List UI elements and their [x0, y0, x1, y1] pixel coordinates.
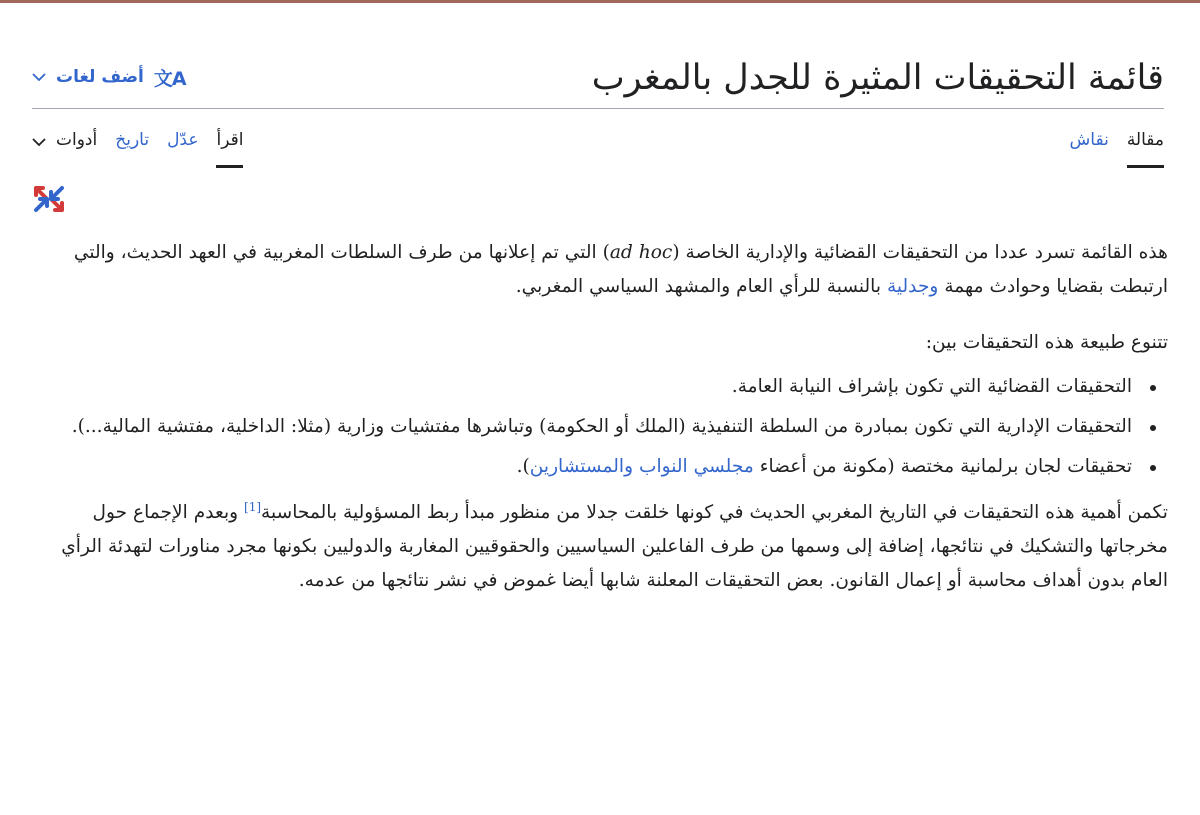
tools-label: أدوات [56, 130, 98, 150]
title-bar [32, 52, 1164, 109]
translate-icon: 文A [153, 67, 186, 90]
types-paragraph: تتنوع طبيعة هذه التحقيقات بين: [925, 332, 1168, 353]
tab-talk[interactable]: نقاش [1069, 130, 1109, 150]
tab-history[interactable]: تاريخ [115, 130, 150, 150]
list-item: التحقيقات الإدارية التي تكون بمبادرة من السلطة التنفيذية (الملك أو الحكومة) وتباشرها مفتشيات وزارية (مثلا: الداخلية، مفتشية المالية...). [44, 410, 1132, 444]
merge-arrows-icon [33, 183, 65, 215]
list-item: التحقيقات القضائية التي تكون بإشراف النيابة العامة. [44, 370, 1132, 404]
tab-read[interactable]: اقرأ [216, 118, 243, 168]
page-tabs [32, 118, 1164, 170]
importance-paragraph [44, 496, 1168, 598]
importance-text-1: تكمن أهمية هذه التحقيقات في التاريخ المغربي الحديث في كونها خلقت جدلا من منظور مبدأ ربط المسؤولية بالمحاسبة [261, 502, 1168, 523]
tab-article[interactable]: مقالة [1127, 118, 1164, 168]
add-languages-button[interactable] [32, 60, 186, 94]
top-border [0, 0, 1200, 3]
link-parliament-chambers[interactable]: مجلسي النواب والمستشارين [529, 456, 754, 477]
link-controversial[interactable]: وجدلية [886, 276, 939, 297]
tab-edit[interactable]: عدّل [167, 130, 199, 150]
intro-text-1: هذه القائمة تسرد عددا من التحقيقات القضائية والإدارية الخاصة ( [672, 242, 1168, 263]
list-item [44, 450, 1132, 484]
list-item-text: ). [516, 456, 530, 477]
reference-link[interactable]: [1] [244, 499, 262, 514]
ad-hoc-term: ad hoc [609, 242, 673, 263]
intro-text-2: ) التي تم إعلانها من طرف السلطات المغربية في العهد الحديث، والتي ارتبطت بقضايا وحوادث مهمة [73, 242, 1168, 297]
intro-text-3: بالنسبة للرأي العام والمشهد السياسي المغربي. [515, 276, 887, 297]
chevron-down-icon [32, 132, 46, 151]
namespace-tabs [1070, 118, 1164, 170]
importance-text-2: وبعدم الإجماع حول مخرجاتها والتشكيك في نتائجها، إضافة إلى وسمها من طرف الفاعلين السياسيين والحقوقيين المغاربة والدوليين بكونها مجرد مناورات لتهدئة الرأي العام بدون أهداف محاسبة أو إعمال القانون. بعض التحقيقات المعلنة شابها أيضا غموض في نشر نتائجها من عدمه. [61, 502, 1168, 591]
chevron-down-icon [32, 73, 46, 82]
types-list [44, 370, 1168, 484]
intro-paragraph [44, 236, 1168, 304]
page-title: قائمة التحقيقات المثيرة للجدل بالمغرب [591, 58, 1164, 98]
article-body [44, 236, 1168, 620]
list-item-text: تحقيقات لجان برلمانية مختصة (مكونة من أعضاء [753, 456, 1132, 477]
view-tabs [32, 118, 243, 170]
tools-menu[interactable] [32, 118, 97, 170]
add-languages-label: أضف لغات [56, 67, 144, 87]
